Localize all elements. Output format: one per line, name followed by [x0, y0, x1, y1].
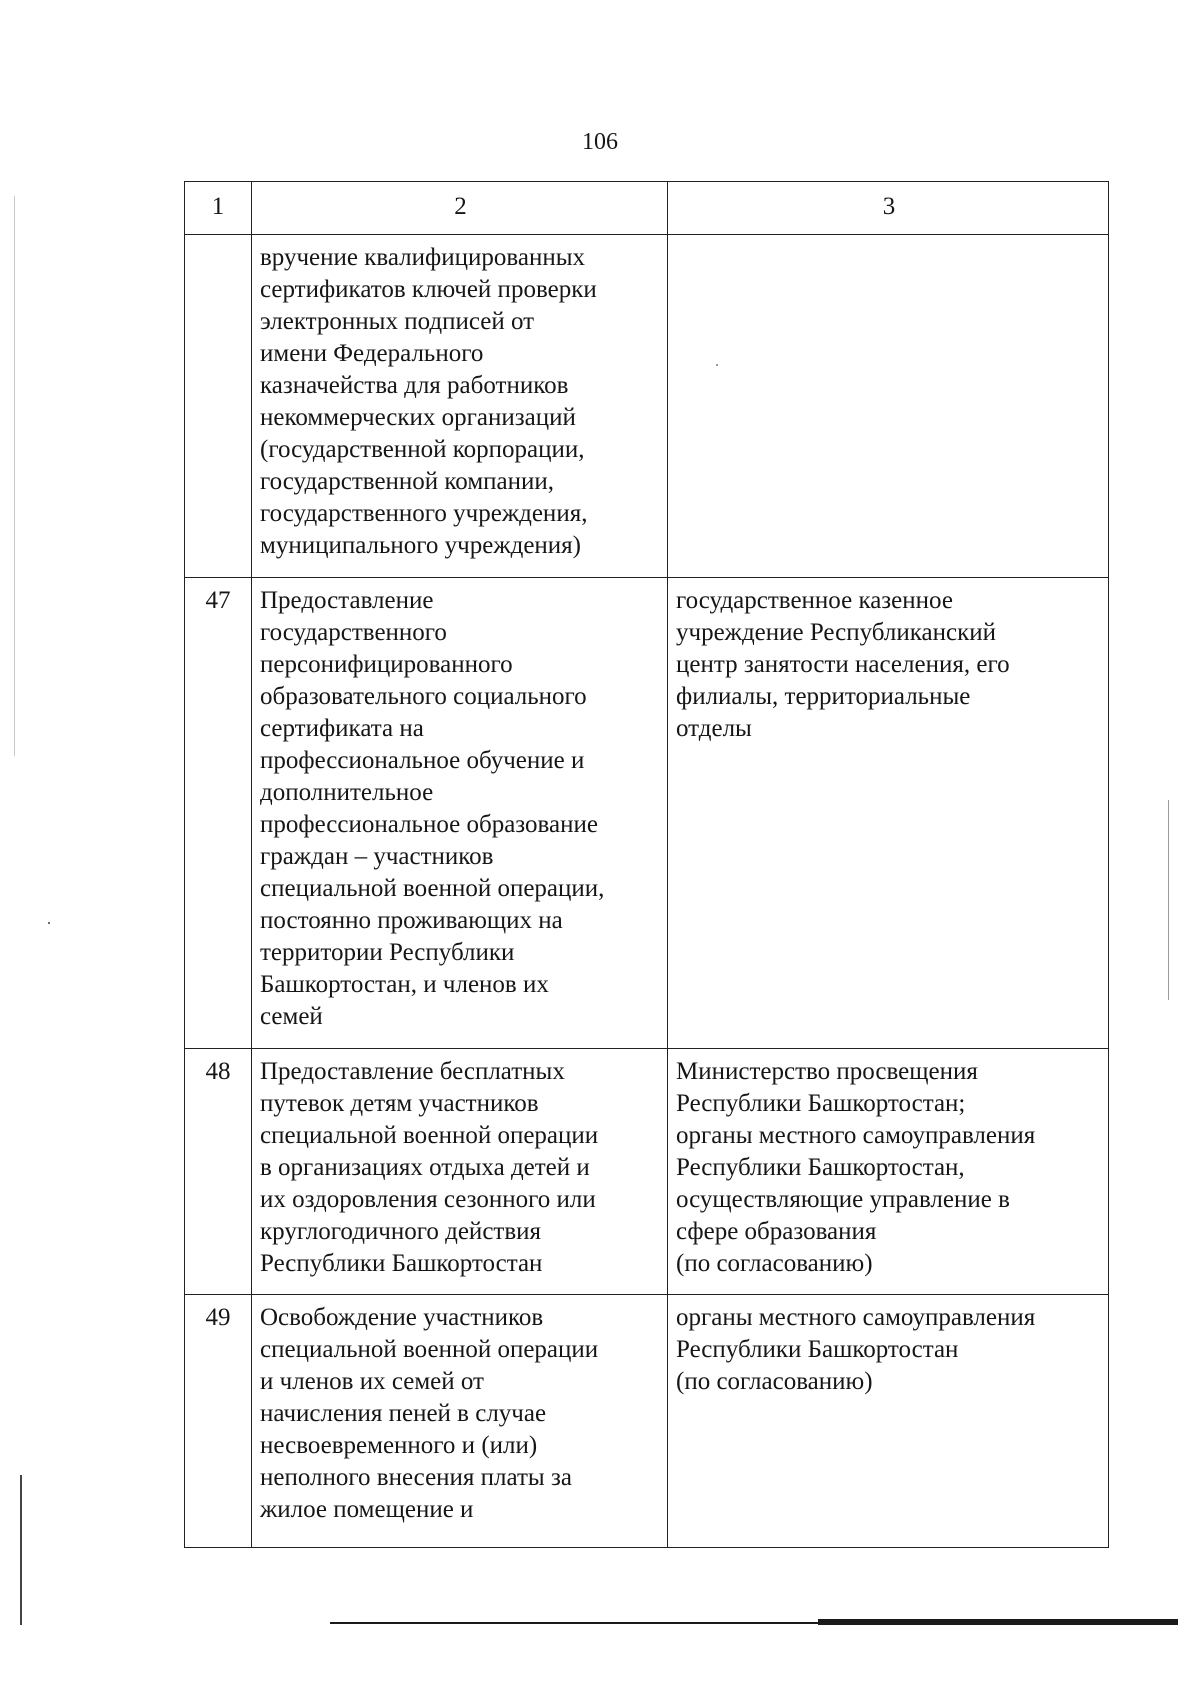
measures-table [184, 181, 1109, 1548]
measure-text: Освобождение участников специальной военной операции и членов их семей от начисления пеней в случае несвоевременного и (или) неполного внесения платы за жилое помещение и [252, 1295, 668, 1548]
scan-speck [48, 922, 50, 924]
column-header-2: 2 [252, 182, 668, 235]
bottom-rule [330, 1622, 1178, 1624]
scan-edge-mark [1168, 800, 1169, 1000]
scan-edge-mark [14, 196, 15, 756]
table-row [185, 1295, 1109, 1548]
row-number [185, 235, 252, 578]
measure-text: Предоставление бесплатных путевок детям участников специальной военной операции в организациях отдыха детей и их оздоровления сезонного или круглогодичного действия Республики Башкортостан [252, 1049, 668, 1295]
table-header-row [185, 182, 1109, 235]
executor-text: государственное казенное учреждение Республиканский центр занятости населения, его филиалы, территориальные отделы [668, 578, 1109, 1049]
executor-text: Министерство просвещения Республики Башкортостан; органы местного самоуправления Республики Башкортостан, осуществляющие управление в сфере образования (по согласованию) [668, 1049, 1109, 1295]
column-header-1: 1 [185, 182, 252, 235]
scan-edge-mark [20, 1475, 22, 1625]
executor-text [668, 235, 1109, 578]
page-number: 106 [582, 129, 618, 155]
table-row [185, 1049, 1109, 1295]
measure-text: вручение квалифицированных сертификатов ключей проверки электронных подписей от имени Федерального казначейства для работников некоммерческих организаций (государственной корпорации, государственной компании, государственного учреждения, муниципального учреждения) [252, 235, 668, 578]
row-number: 47 [185, 578, 252, 1049]
row-number: 49 [185, 1295, 252, 1548]
table-row [185, 235, 1109, 578]
measure-text: Предоставление государственного персонифицированного образовательного социального сертификата на профессиональное обучение и дополнительное профессиональное образование граждан – участников специальной военной операции, постоянно проживающих на территории Республики Башкортостан, и членов их семей [252, 578, 668, 1049]
executor-text: органы местного самоуправления Республики Башкортостан (по согласованию) [668, 1295, 1109, 1548]
row-number: 48 [185, 1049, 252, 1295]
table-row [185, 578, 1109, 1049]
scan-speck [716, 364, 718, 366]
column-header-3: 3 [668, 182, 1109, 235]
